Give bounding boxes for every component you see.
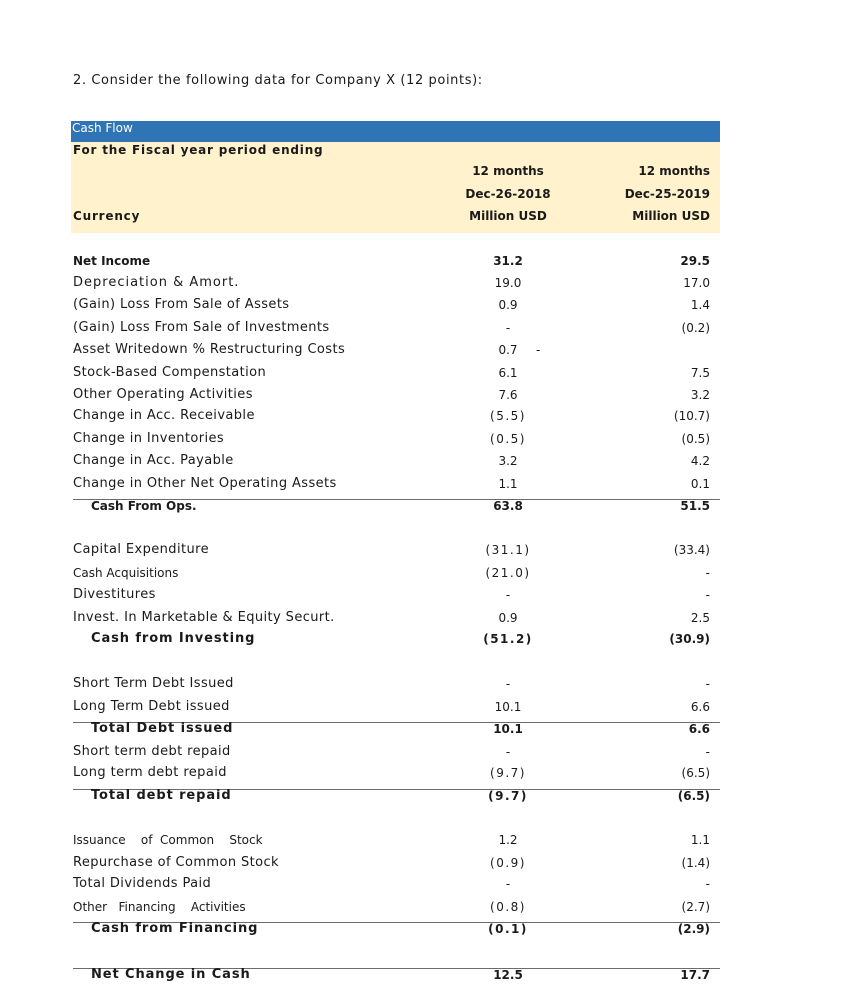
row-value-2019: (6.5) [677, 789, 710, 803]
col2-date: Dec-25-2019 [624, 187, 710, 201]
row-value-2018: - [505, 677, 511, 691]
col1-date: Dec-26-2018 [465, 187, 551, 201]
row-value-2018: 63.8 [493, 499, 523, 513]
row-value-2019: (2.9) [677, 922, 710, 936]
row-label: Stock-Based Compenstation [73, 365, 267, 380]
row-value-2019: - [536, 343, 541, 357]
row-value-2018: (9.7) [490, 766, 526, 780]
row-label: Change in Other Net Operating Assets [73, 476, 337, 491]
table-title: Cash Flow [72, 121, 133, 135]
row-value-2019: 17.0 [683, 276, 710, 290]
row-label: Depreciation & Amort. [73, 275, 240, 290]
row-label: Long Term Debt issued [73, 699, 230, 714]
row-label: Invest. In Marketable & Equity Securt. [73, 610, 335, 625]
row-value-2019: (33.4) [673, 543, 710, 557]
row-value-2019: (0.2) [681, 321, 710, 335]
row-value-2018: - [505, 745, 511, 759]
row-value-2019: 7.5 [690, 366, 710, 380]
row-value-2019: 0.1 [690, 477, 710, 491]
row-value-2019: 1.4 [690, 298, 710, 312]
row-label: Capital Expenditure [73, 542, 209, 557]
row-value-2019: (30.9) [669, 632, 710, 646]
row-label: Issuance of Common Stock [73, 833, 263, 847]
row-value-2018: - [505, 321, 511, 335]
period-label: For the Fiscal year period ending [73, 143, 324, 157]
row-value-2018: 10.1 [494, 700, 522, 714]
row-label: Short term debt repaid [73, 744, 231, 759]
row-label: Cash Acquisitions [73, 566, 179, 580]
row-value-2019: 6.6 [690, 700, 710, 714]
row-label: Repurchase of Common Stock [73, 855, 279, 870]
row-value-2018: 31.2 [493, 254, 523, 268]
row-value-2018: 1.2 [498, 833, 518, 847]
row-value-2018: 3.2 [498, 454, 518, 468]
row-value-2019: 2.5 [690, 611, 710, 625]
row-value-2018: (51.2) [483, 632, 533, 646]
row-label: (Gain) Loss From Sale of Investments [73, 320, 330, 335]
row-label: Net Income [73, 254, 151, 268]
row-label: Change in Acc. Payable [73, 453, 234, 468]
row-label: Other Operating Activities [73, 387, 253, 402]
row-value-2018: 1.1 [498, 477, 518, 491]
row-value-2018: - [505, 877, 511, 891]
row-value-2018: 0.9 [498, 611, 518, 625]
row-label: Total Debt issued [91, 721, 234, 736]
currency-label: Currency [73, 209, 141, 223]
row-value-2019: (0.5) [681, 432, 710, 446]
row-label: Divestitures [73, 587, 156, 602]
col1-months: 12 months [472, 164, 544, 178]
row-label: Asset Writedown % Restructuring Costs [73, 342, 346, 357]
row-label: Change in Inventories [73, 431, 225, 446]
row-value-2019: 51.5 [680, 499, 710, 513]
col2-months: 12 months [638, 164, 710, 178]
row-value-2019: - [705, 566, 710, 580]
row-value-2019: (2.7) [681, 900, 710, 914]
row-label: Short Term Debt Issued [73, 676, 234, 691]
row-value-2018: (0.5) [490, 432, 526, 446]
table-title-banner [71, 121, 720, 142]
row-value-2018: 19.0 [494, 276, 522, 290]
row-value-2019: (10.7) [673, 409, 710, 423]
row-value-2019: (1.4) [681, 856, 710, 870]
row-value-2018: 10.1 [493, 722, 523, 736]
row-label: Total debt repaid [91, 788, 232, 803]
row-value-2018: - [505, 588, 511, 602]
row-value-2019: 17.7 [680, 968, 710, 982]
row-value-2018: (21.0) [485, 566, 531, 580]
row-label: Change in Acc. Receivable [73, 408, 255, 423]
row-value-2018: (0.9) [490, 856, 526, 870]
row-value-2018: 6.1 [498, 366, 518, 380]
row-label: (Gain) Loss From Sale of Assets [73, 297, 290, 312]
row-value-2018: 12.5 [493, 968, 523, 982]
row-value-2018: 0.9 [498, 298, 518, 312]
row-value-2018: (5.5) [490, 409, 526, 423]
row-value-2019: - [705, 877, 710, 891]
row-value-2018: (0.8) [490, 900, 526, 914]
col1-unit: Million USD [469, 209, 547, 223]
row-value-2018: (9.7) [488, 789, 528, 803]
row-value-2019: - [705, 588, 710, 602]
row-value-2019: - [705, 745, 710, 759]
row-value-2019: 29.5 [680, 254, 710, 268]
question-text: 2. Consider the following data for Company X (12 points): [73, 73, 483, 88]
row-label: Long term debt repaid [73, 765, 227, 780]
row-value-2019: 3.2 [690, 388, 710, 402]
row-label: Net Change in Cash [91, 967, 251, 982]
row-value-2018: (0.1) [488, 922, 528, 936]
row-label: Cash From Ops. [91, 499, 197, 513]
row-label: Other Financing Activities [73, 900, 246, 914]
row-value-2019: 1.1 [690, 833, 710, 847]
row-label: Cash from Financing [91, 921, 259, 936]
row-value-2018: 7.6 [498, 388, 518, 402]
row-value-2018: 0.7 [498, 343, 518, 357]
row-value-2019: - [705, 677, 710, 691]
col2-unit: Million USD [632, 209, 710, 223]
row-value-2019: 6.6 [688, 722, 710, 736]
row-label: Total Dividends Paid [73, 876, 212, 891]
row-value-2018: (31.1) [485, 543, 531, 557]
row-value-2019: 4.2 [690, 454, 710, 468]
row-value-2019: (6.5) [681, 766, 710, 780]
row-label: Cash from Investing [91, 631, 256, 646]
